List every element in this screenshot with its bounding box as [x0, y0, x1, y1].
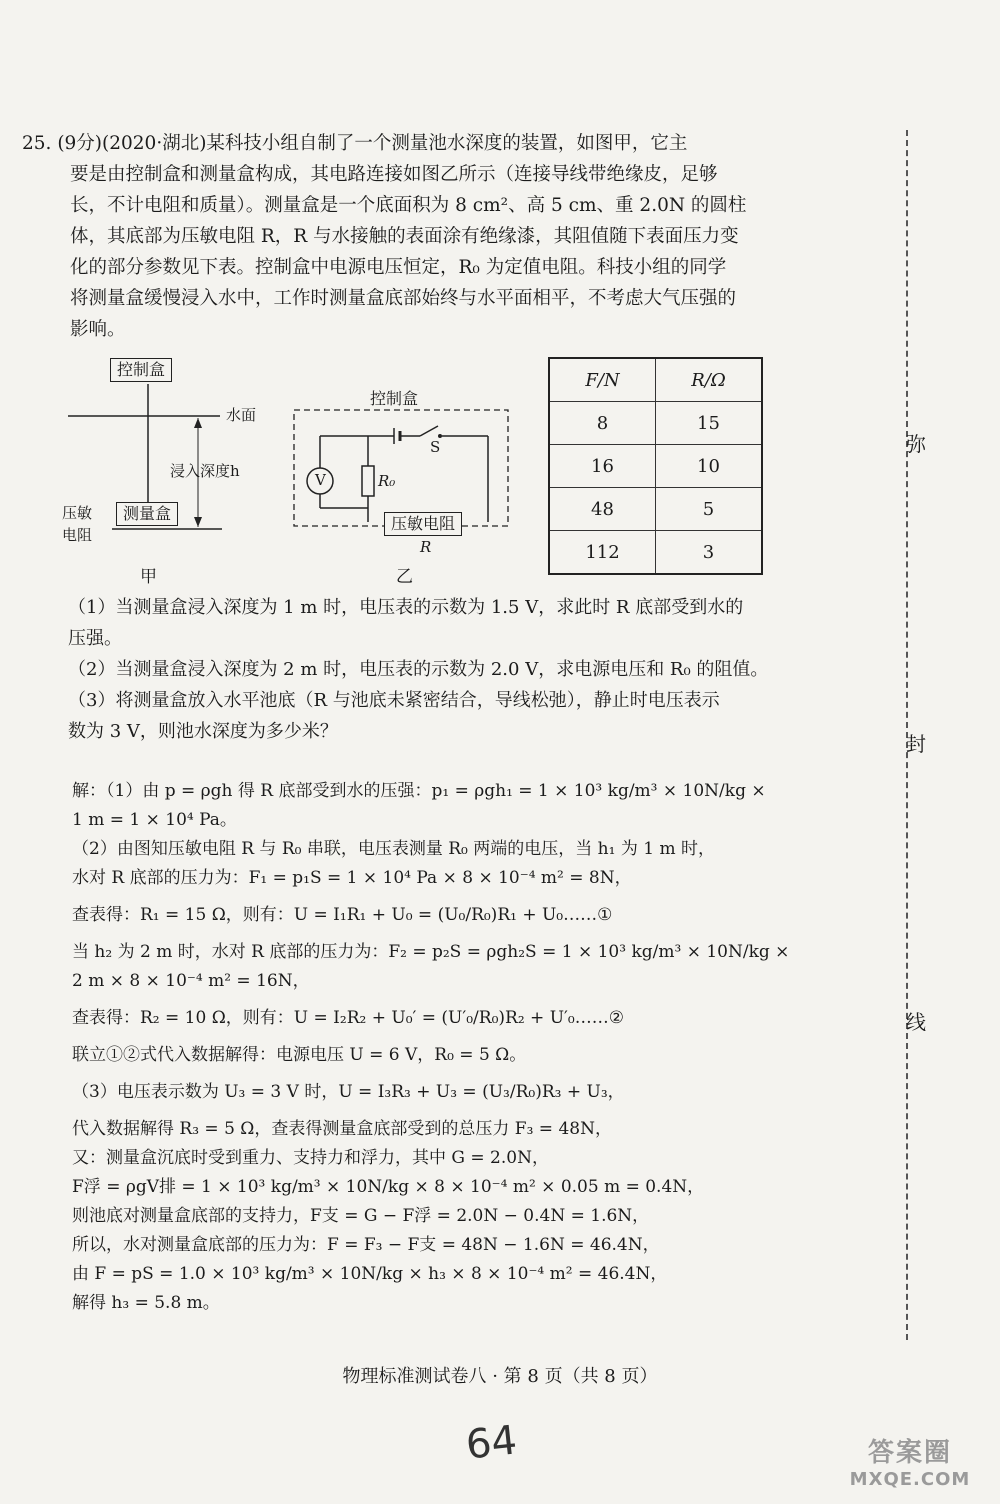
solution-line: 由 F = pS = 1.0 × 10³ kg/m³ × 10N/kg × h₃ × 8 × 10⁻⁴ m² = 46.4N， — [72, 1264, 668, 1284]
table-row — [549, 488, 762, 531]
problem-line: 将测量盒缓慢浸入水中，工作时测量盒底部始终与水平面相平，不考虑大气压强的 — [70, 288, 737, 309]
figure-yi — [284, 384, 524, 587]
solution-line: 水对 R 底部的压力为：F₁ = p₁S = 1 × 10⁴ Pa × 8 × 10⁻⁴ m² = 8N， — [72, 868, 632, 888]
table-cell: 48 — [549, 488, 656, 531]
voltmeter-label: V — [315, 471, 326, 489]
solution-line: 联立①②式代入数据解得：电源电压 U = 6 V，R₀ = 5 Ω。 — [72, 1045, 527, 1065]
binding-char: 封 — [906, 732, 926, 756]
table-cell: 10 — [656, 445, 763, 488]
r-label: R — [420, 538, 432, 556]
binding-char: 线 — [906, 1010, 926, 1034]
solution — [72, 777, 852, 1318]
table-cell: 8 — [549, 402, 656, 445]
table-cell: 3 — [656, 531, 763, 575]
watermark-url: MXQE.COM — [849, 1469, 971, 1490]
solution-line: F浮 = ρgV排 = 1 × 10³ kg/m³ × 10N/kg × 8 × 10⁻⁴ m² × 0.05 m = 0.4N， — [72, 1177, 705, 1197]
sensor-label: 电阻 — [62, 526, 93, 544]
sensor-resistor-box: 压敏电阻 — [384, 512, 462, 536]
sub-questions — [68, 592, 848, 747]
control-box-label: 控制盒 — [110, 358, 172, 382]
problem-line: 影响。 — [70, 319, 126, 340]
solution-line: 查表得：R₁ = 15 Ω，则有：U = I₁R₁ + U₀ = (U₀/R₀)R₁ + U₀……① — [72, 905, 613, 925]
sensor-label: 压敏 — [62, 504, 93, 522]
table-row — [549, 445, 762, 488]
question-line: （1）当测量盒浸入深度为 1 m 时，电压表的示数为 1.5 V，求此时 R 底部受到水的 — [68, 597, 744, 618]
solution-line: 又：测量盒沉底时受到重力、支持力和浮力，其中 G = 2.0N， — [72, 1148, 549, 1168]
table-cell: 15 — [656, 402, 763, 445]
figure-jia — [60, 352, 280, 587]
circuit-title: 控制盒 — [370, 389, 419, 408]
binding-char: 弥 — [906, 432, 926, 456]
problem-line: 体，其底部为压敏电阻 R，R 与水接触的表面涂有绝缘漆，其阻值随下表面压力变 — [70, 226, 739, 247]
solution-line: （3）电压表示数为 U₃ = 3 V 时，U = I₃R₃ + U₃ = (U₃/R₀)R₃ + U₃， — [72, 1082, 625, 1102]
question-line: 数为 3 V，则池水深度为多少米？ — [68, 721, 338, 742]
problem-line: 长，不计电阻和质量）。测量盒是一个底面积为 8 cm²、高 5 cm、重 2.0N 的圆柱 — [70, 195, 747, 216]
table-cell: 5 — [656, 488, 763, 531]
solution-line: 代入数据解得 R₃ = 5 Ω，查表得测量盒底部受到的总压力 F₃ = 48N， — [72, 1119, 612, 1139]
switch-label: S — [430, 438, 441, 456]
problem-line: (9分)(2020·湖北)某科技小组自制了一个测量池水深度的装置，如图甲，它主 — [57, 133, 688, 154]
solution-line: 2 m × 8 × 10⁻⁴ m² = 16N， — [72, 971, 310, 991]
question-line: 压强。 — [68, 628, 122, 649]
solution-line: 当 h₂ 为 2 m 时，水对 R 底部的压力为：F₂ = p₂S = ρgh₂S = 1 × 10³ kg/m³ × 10N/kg × — [72, 942, 790, 962]
page-footer: 物理标准测试卷八 · 第 8 页（共 8 页） — [342, 1366, 658, 1387]
measure-box-label: 测量盒 — [116, 502, 178, 526]
solution-line: （2）由图知压敏电阻 R 与 R₀ 串联，电压表测量 R₀ 两端的电压，当 h₁ 为 1 m 时， — [72, 839, 715, 859]
solution-line: 所以，水对测量盒底部的压力为：F = F₃ − F支 = 48N − 1.6N = 46.4N， — [72, 1235, 660, 1255]
problem-statement — [22, 128, 842, 345]
solution-line: 解得 h₃ = 5.8 m。 — [72, 1293, 220, 1313]
force-resistance-table — [548, 357, 763, 575]
solution-line: 1 m = 1 × 10⁴ Pa。 — [72, 810, 237, 830]
depth-label: 浸入深度h — [170, 462, 240, 480]
question-number: 25. — [22, 133, 52, 154]
handwritten-page-number: 64 — [463, 1417, 520, 1469]
watermark-text: 答案圈 — [867, 1438, 952, 1468]
solution-line: 查表得：R₂ = 10 Ω，则有：U = I₂R₂ + U₀′ = (U′₀/R₀)R₂ + U′₀……② — [72, 1008, 624, 1028]
table-header: R/Ω — [656, 358, 763, 402]
question-line: （2）当测量盒浸入深度为 2 m 时，电压表的示数为 2.0 V，求电源电压和 R₀ 的阻值。 — [68, 659, 769, 680]
table-cell: 112 — [549, 531, 656, 575]
solution-line: 则池底对测量盒底部的支持力，F支 = G − F浮 = 2.0N − 0.4N = 1.6N， — [72, 1206, 650, 1226]
watermark-logo — [830, 1432, 990, 1490]
table-header-row — [549, 358, 762, 402]
figure-caption: 甲 — [140, 567, 157, 587]
table-row — [549, 402, 762, 445]
figure-caption: 乙 — [396, 567, 413, 587]
problem-line: 化的部分参数见下表。控制盒中电源电压恒定，R₀ 为定值电阻。科技小组的同学 — [70, 257, 727, 278]
table-cell: 16 — [549, 445, 656, 488]
table-row — [549, 531, 762, 575]
solution-line: 解：（1）由 p = ρgh 得 R 底部受到水的压强：p₁ = ρgh₁ = 1 × 10³ kg/m³ × 10N/kg × — [72, 781, 766, 801]
problem-line: 要是由控制盒和测量盒构成，其电路连接如图乙所示（连接导线带绝缘皮，足够 — [70, 164, 718, 185]
water-surface-label: 水面 — [226, 406, 257, 424]
r0-label: R₀ — [378, 472, 396, 490]
table-header: F/N — [549, 358, 656, 402]
question-line: （3）将测量盒放入水平池底（R 与池底未紧密结合，导线松弛），静止时电压表示 — [68, 690, 720, 711]
